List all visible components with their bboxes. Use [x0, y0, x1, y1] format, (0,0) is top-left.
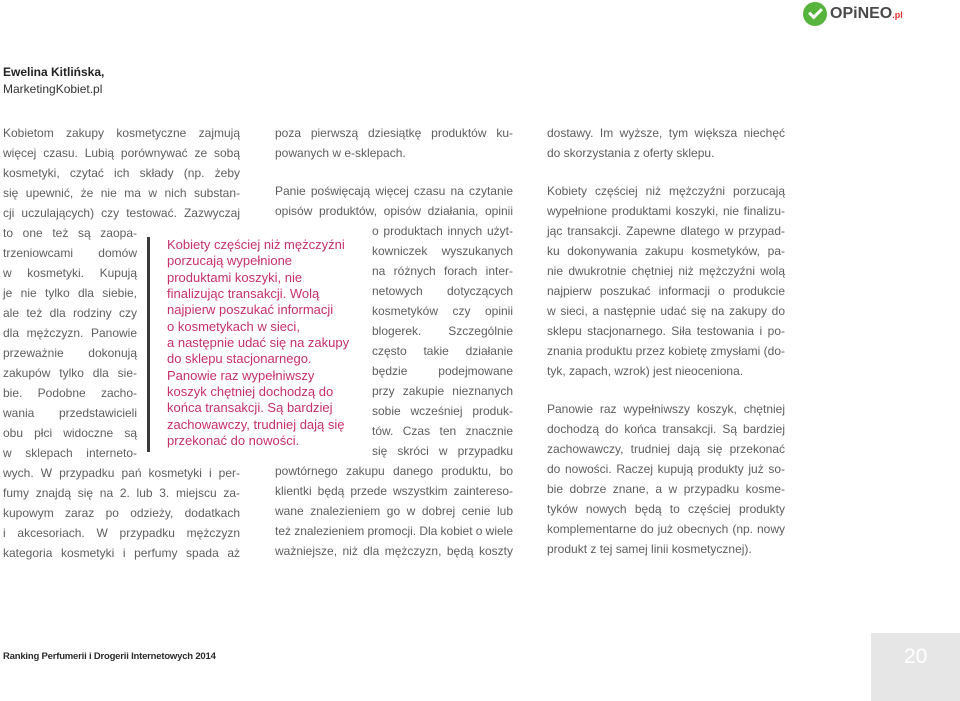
text-line: więcej czasu. Lubią porównywać ze sobą	[3, 146, 240, 160]
text-line: fumy znajdą się na 2. lub 3. miejscu za-	[3, 486, 240, 500]
text-line: najpierw poszukać informacji o produkcie	[547, 284, 785, 298]
text-line: kupowym zaraz po odzieży, dodatkach	[3, 506, 240, 520]
author-site: MarketingKobiet.pl	[3, 82, 103, 96]
text-line: dostawy. Im wyższe, tym większa niechęć	[547, 126, 785, 140]
text-line: Kobiety częściej niż mężczyźni porzucają	[547, 184, 785, 198]
publication-title: Ranking Perfumerii i Drogerii Internetowych 2014	[3, 651, 216, 662]
pull-quote-line: finalizując transakcji. Wolą	[167, 285, 320, 301]
pull-quote-line: produktami koszyki, nie	[167, 269, 303, 285]
text-line: zachowawczy, trudniej dają się przekonać	[547, 442, 785, 456]
text-line: bie. Podobne zacho-	[3, 386, 137, 400]
text-line: wypełnione produktami koszyki, nie finalizu-	[547, 204, 785, 218]
text-line: obu płci widoczne są	[3, 426, 137, 440]
text-line: Panowie raz wypełniwszy koszyk, chętniej	[547, 402, 785, 416]
text-line: przy zakupie nieznanych	[372, 384, 513, 398]
text-line: do skorzystania z oferty sklepu.	[547, 146, 715, 160]
article-column-3	[547, 123, 785, 559]
page-number-box	[871, 633, 960, 701]
text-line: netowych dotyczących	[372, 284, 513, 298]
text-line: wych. W przypadku pań kosmetyki i per-	[3, 466, 240, 480]
pull-quote-line: Kobiety częściej niż mężczyźni	[167, 237, 345, 252]
article-paragraph	[275, 123, 513, 163]
text-line: klientki będą przede wszystkim zaintereso-	[275, 484, 513, 498]
text-line: tyk, zapach, wzrok) jest nieoceniona.	[547, 364, 744, 378]
text-line: je nie tylko dla siebie,	[3, 286, 137, 300]
article-paragraph	[275, 181, 513, 561]
author-name: Ewelina Kitlińska,	[3, 65, 105, 79]
pull-quote-line: o kosmetykach w sieci,	[167, 318, 300, 334]
pull-quote-line: zachowawczy, trudniej dają się	[167, 416, 345, 432]
text-line: tów. Czas ten znacznie	[372, 424, 513, 438]
text-line: dochodzą do końca transakcji. Są bardziej	[547, 422, 785, 436]
logo-suffix: .pl	[892, 10, 903, 20]
text-line: powtórnego zakupu danego produktu, bo	[275, 464, 513, 478]
check-mark-icon	[808, 5, 823, 20]
pull-quote-line: końca transakcji. Są bardziej	[167, 400, 333, 416]
article-column-2	[275, 123, 513, 561]
text-line: będzie podejmowane	[372, 364, 513, 378]
text-line: opisów produktów, opisów działania, opinii	[275, 204, 513, 218]
text-line: kowniczek wyszukanych	[372, 244, 513, 258]
pull-quote-line: koszyk chętniej dochodzą do	[167, 383, 334, 399]
text-line: wania przedstawicieli	[3, 406, 137, 420]
text-line: do nowości. Raczej kupują produkty już so-	[547, 462, 785, 476]
article-paragraph	[547, 123, 785, 163]
text-line: sobie wcześniej produk-	[372, 404, 513, 418]
pull-quote-line: przekonać do nowości.	[167, 432, 300, 448]
text-line: też znalezieniem promocji. Dla kobiet o wiele	[275, 524, 513, 538]
text-line: Panie poświęcają więcej czasu na czytanie	[275, 184, 513, 198]
text-line: o produktach innych użyt-	[372, 224, 513, 238]
opineo-logo	[830, 3, 903, 26]
pull-quote-bar	[147, 237, 150, 452]
text-line: tyków nowych będą to częściej produkty	[547, 502, 785, 516]
logo-name: OPiNEO	[830, 5, 893, 22]
text-line: na różnych forach inter-	[372, 264, 513, 278]
text-line: zakupów tylko dla sie-	[3, 366, 137, 380]
text-line: dla mężczyzn. Panowie	[3, 326, 137, 340]
text-line: cji uczulających) czy testować. Zazwyczaj	[3, 206, 240, 220]
pull-quote-line: najpierw poszukać informacji	[167, 302, 334, 318]
text-line: to one też są zaopa-	[3, 226, 137, 240]
text-line: Kobietom zakupy kosmetyczne zajmują	[3, 126, 240, 140]
check-circle-icon	[803, 2, 827, 26]
text-line: w sieci, a następnie udać się na zakupy do	[547, 304, 785, 318]
pull-quote-line: porzucają wypełnione	[167, 253, 293, 269]
article-paragraph	[547, 181, 785, 381]
text-line: przeważnie dokonują	[3, 346, 137, 360]
text-line: w sklepach interneto-	[3, 446, 137, 460]
text-line: bie dobrze znane, a w przypadku kosme-	[547, 482, 785, 496]
text-line: wane znalezieniem go w dobrej cenie lub	[275, 504, 513, 518]
text-line: ale też dla rodziny czy	[3, 306, 137, 320]
text-line: poza pierwszą dziesiątkę produktów ku-	[275, 126, 513, 140]
text-line: w kosmetyki. Kupują	[3, 266, 137, 280]
text-line: ku dokonywania zakupu kosmetyków, pa-	[547, 244, 785, 258]
text-line: blogerek. Szczególnie	[372, 324, 513, 338]
text-line: się skróci w przypadku	[372, 444, 513, 458]
page-number: 20	[904, 645, 928, 668]
text-line: i akcesoriach. W przypadku mężczyzn	[3, 526, 240, 540]
text-line: kategoria kosmetyki i perfumy spada aż	[3, 546, 240, 560]
text-line: komplementarne do już obecnych (np. nowy	[547, 522, 785, 536]
text-line: kosmetyków czy opinii	[372, 304, 513, 318]
text-line: trzeniowcami domów	[3, 246, 137, 260]
pull-quote-line: a następnie udać się na zakupy	[167, 334, 350, 350]
text-line: znania produktu przez kobietę zmysłami (do-	[547, 344, 785, 358]
text-line: ważniejsze, niż dla mężczyzn, będą koszty	[275, 544, 513, 558]
text-line: produkt z tej samej linii kosmetycznej).	[547, 542, 752, 556]
text-line: nie dwukrotnie chętniej niż mężczyźni wolą	[547, 264, 785, 278]
pull-quote-line: Panowie raz wypełniwszy	[167, 367, 315, 383]
text-line: się upewnić, że nie ma w nich substan-	[3, 186, 240, 200]
text-line: często takie działanie	[372, 344, 513, 358]
pull-quote-line: do sklepu stacjonarnego.	[167, 351, 312, 367]
text-line: kosmetyki, czytać ich składy (np. żeby	[3, 166, 240, 180]
text-line: jąc transakcji. Zapewne dlatego w przypad-	[547, 224, 785, 238]
text-line: powanych w e-sklepach.	[275, 146, 406, 160]
article-paragraph	[547, 399, 785, 559]
text-line: sklepu stacjonarnego. Siła testowania i po-	[547, 324, 785, 338]
